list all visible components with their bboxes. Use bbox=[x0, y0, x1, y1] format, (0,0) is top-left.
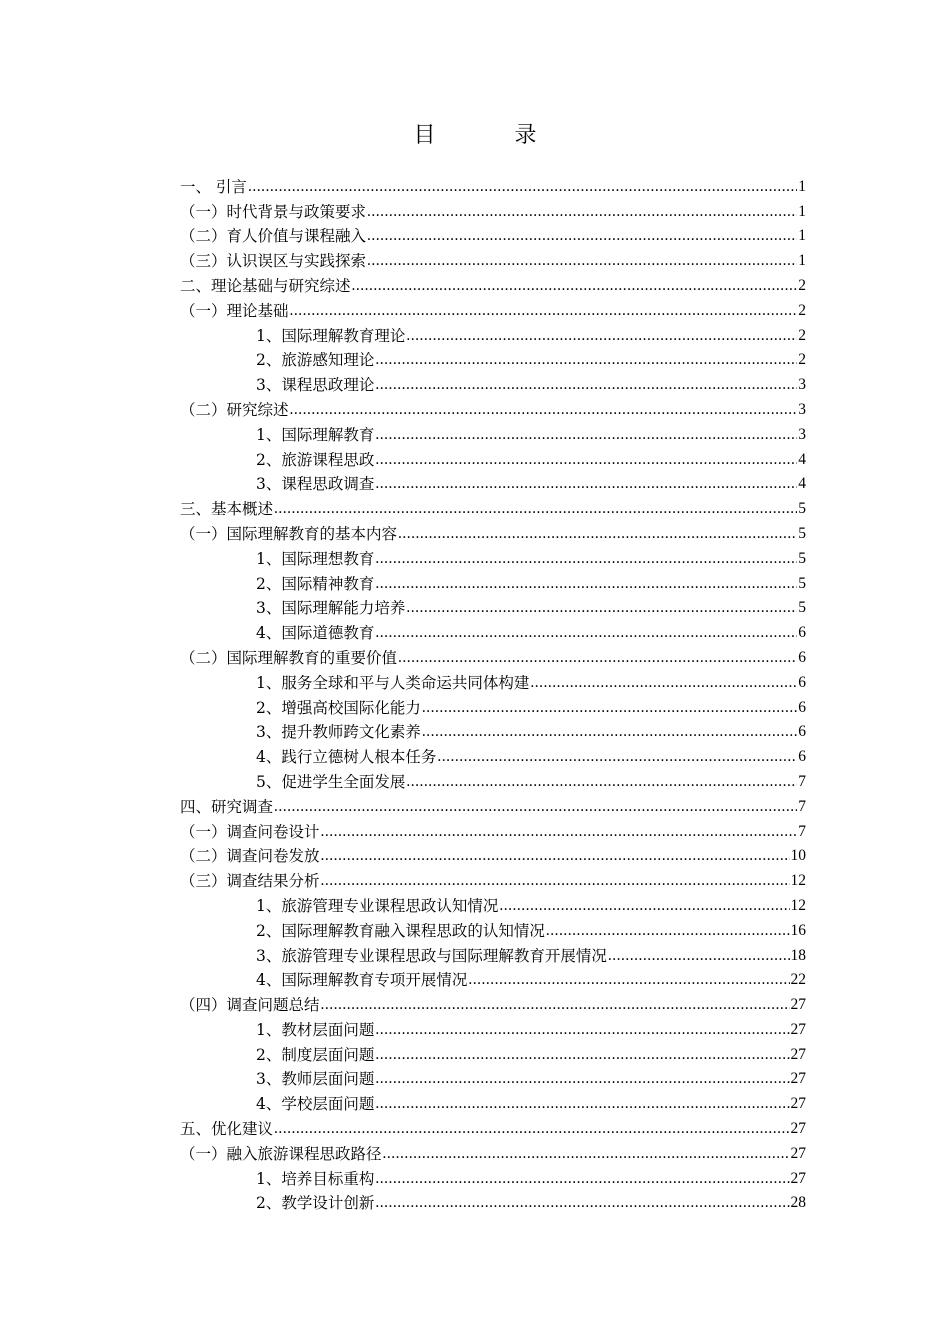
toc-entry-page: 22 bbox=[790, 971, 806, 989]
toc-leader-dots bbox=[375, 1094, 789, 1114]
toc-leader-dots bbox=[321, 846, 790, 866]
toc-entry-page: 27 bbox=[790, 1020, 806, 1038]
toc-leader-dots bbox=[375, 474, 797, 494]
toc-entry-label: 1、国际理想教育 bbox=[256, 549, 375, 568]
toc-entry[interactable] bbox=[180, 569, 806, 594]
toc-leader-dots bbox=[375, 1020, 789, 1040]
toc-entry-label: 1、服务全球和平与人类命运共同体构建 bbox=[256, 673, 530, 692]
toc-entry-label: 4、国际道德教育 bbox=[256, 624, 375, 643]
toc-entry[interactable] bbox=[180, 866, 806, 891]
toc-leader-dots bbox=[321, 871, 790, 891]
toc-leader-dots bbox=[321, 822, 798, 842]
toc-entry-label: 四、研究调查 bbox=[180, 797, 274, 816]
toc-entry[interactable] bbox=[180, 594, 806, 619]
toc-entry-label: 4、践行立德树人根本任务 bbox=[256, 748, 437, 767]
toc-entry[interactable] bbox=[180, 197, 806, 222]
toc-entry[interactable] bbox=[180, 1164, 806, 1189]
toc-entry-page: 2 bbox=[798, 276, 806, 294]
toc-entry-page: 27 bbox=[790, 1169, 806, 1187]
toc-entry[interactable] bbox=[180, 718, 806, 743]
toc-entry[interactable] bbox=[180, 842, 806, 867]
toc-entry[interactable] bbox=[180, 1114, 806, 1139]
toc-leader-dots bbox=[375, 350, 797, 370]
toc-entry-label: （一）时代背景与政策要求 bbox=[180, 202, 367, 221]
toc-entry-page: 12 bbox=[790, 896, 806, 914]
toc-entry-label: 1、旅游管理专业课程思政认知情况 bbox=[256, 896, 499, 915]
toc-entry-page: 27 bbox=[790, 1045, 806, 1063]
toc-entry-page: 5 bbox=[798, 500, 806, 518]
toc-leader-dots bbox=[375, 574, 797, 594]
toc-leader-dots bbox=[422, 698, 797, 718]
toc-entry-label: （二）育人价值与课程融入 bbox=[180, 227, 367, 246]
toc-entry-page: 3 bbox=[798, 400, 806, 418]
toc-entry-page: 5 bbox=[798, 599, 806, 617]
toc-entry-label: 1、国际理解教育理论 bbox=[256, 326, 406, 345]
toc-entry-label: 2、国际精神教育 bbox=[256, 574, 375, 593]
toc-entry-label: （一）融入旅游课程思政路径 bbox=[180, 1144, 382, 1163]
toc-leader-dots bbox=[274, 797, 797, 817]
toc-entry[interactable] bbox=[180, 891, 806, 916]
toc-entry[interactable] bbox=[180, 1040, 806, 1065]
toc-leader-dots bbox=[530, 673, 797, 693]
toc-entry-page: 2 bbox=[798, 301, 806, 319]
toc-entry[interactable] bbox=[180, 395, 806, 420]
toc-title: 目 录 bbox=[413, 123, 573, 148]
toc-entry-label: （二）研究综述 bbox=[180, 400, 289, 419]
toc-leader-dots bbox=[375, 450, 797, 470]
toc-leader-dots bbox=[437, 747, 797, 767]
toc-leader-dots bbox=[274, 499, 797, 519]
toc-entry[interactable] bbox=[180, 742, 806, 767]
toc-entry[interactable] bbox=[180, 470, 806, 495]
toc-entry-label: 五、优化建议 bbox=[180, 1120, 274, 1139]
toc-leader-dots bbox=[375, 375, 797, 395]
toc-entry-label: 2、教学设计创新 bbox=[256, 1194, 375, 1213]
toc-entry[interactable] bbox=[180, 792, 806, 817]
toc-entry[interactable] bbox=[180, 370, 806, 395]
toc-entry[interactable] bbox=[180, 246, 806, 271]
toc-entry-page: 27 bbox=[790, 1070, 806, 1088]
toc-entry-page: 10 bbox=[790, 847, 806, 865]
toc-leader-dots bbox=[546, 921, 790, 941]
toc-entry-page: 6 bbox=[798, 748, 806, 766]
toc-entry[interactable] bbox=[180, 296, 806, 321]
toc-leader-dots bbox=[375, 549, 797, 569]
toc-entry-page: 1 bbox=[798, 177, 806, 195]
toc-entry[interactable] bbox=[180, 271, 806, 296]
toc-entry-label: 4、国际理解教育专项开展情况 bbox=[256, 971, 468, 990]
toc-leader-dots bbox=[248, 177, 797, 197]
toc-entry-label: （三）认识误区与实践探索 bbox=[180, 252, 367, 271]
toc-entry-page: 16 bbox=[790, 921, 806, 939]
toc-entry-page: 5 bbox=[798, 549, 806, 567]
toc-leader-dots bbox=[274, 1119, 789, 1139]
toc-leader-dots bbox=[406, 772, 797, 792]
toc-entry[interactable] bbox=[180, 172, 806, 197]
toc-entry[interactable] bbox=[180, 519, 806, 544]
toc-entry[interactable] bbox=[180, 693, 806, 718]
toc-entry[interactable] bbox=[180, 916, 806, 941]
toc-entry-page: 7 bbox=[798, 822, 806, 840]
toc-entry[interactable] bbox=[180, 445, 806, 470]
toc-entry-label: （一）理论基础 bbox=[180, 301, 289, 320]
toc-entry-page: 3 bbox=[798, 376, 806, 394]
toc-leader-dots bbox=[321, 995, 790, 1015]
toc-entry-page: 6 bbox=[798, 698, 806, 716]
toc-leader-dots bbox=[375, 623, 797, 643]
toc-entry[interactable] bbox=[180, 321, 806, 346]
toc-entry-page: 28 bbox=[790, 1194, 806, 1212]
table-of-contents bbox=[180, 172, 806, 1213]
toc-entry[interactable] bbox=[180, 494, 806, 519]
toc-entry-label: 2、制度层面问题 bbox=[256, 1045, 375, 1064]
toc-entry[interactable] bbox=[180, 618, 806, 643]
toc-entry-label: （四）调查问题总结 bbox=[180, 996, 320, 1015]
toc-leader-dots bbox=[352, 276, 798, 296]
toc-leader-dots bbox=[367, 202, 797, 222]
toc-entry-page: 4 bbox=[798, 475, 806, 493]
toc-entry[interactable] bbox=[180, 1089, 806, 1114]
toc-entry-page: 12 bbox=[790, 872, 806, 890]
toc-entry[interactable] bbox=[180, 544, 806, 569]
toc-entry-label: （一）调查问卷设计 bbox=[180, 822, 320, 841]
toc-entry-page: 18 bbox=[790, 946, 806, 964]
toc-entry-label: 2、旅游课程思政 bbox=[256, 450, 375, 469]
toc-entry-label: 2、国际理解教育融入课程思政的认知情况 bbox=[256, 921, 545, 940]
toc-entry[interactable] bbox=[180, 420, 806, 445]
toc-entry[interactable] bbox=[180, 941, 806, 966]
toc-leader-dots bbox=[608, 946, 790, 966]
toc-leader-dots bbox=[398, 524, 797, 544]
toc-leader-dots bbox=[375, 425, 797, 445]
toc-entry-label: 二、理论基础与研究综述 bbox=[180, 276, 351, 295]
toc-entry[interactable] bbox=[180, 1015, 806, 1040]
toc-entry-label: （二）国际理解教育的重要价值 bbox=[180, 648, 398, 667]
toc-entry-label: 3、课程思政理论 bbox=[256, 376, 375, 395]
toc-entry-label: 4、学校层面问题 bbox=[256, 1095, 375, 1114]
toc-entry-page: 2 bbox=[798, 351, 806, 369]
toc-entry-label: 1、培养目标重构 bbox=[256, 1169, 375, 1188]
toc-leader-dots bbox=[406, 326, 797, 346]
toc-leader-dots bbox=[422, 722, 797, 742]
toc-entry-label: 一、 引言 bbox=[180, 177, 247, 196]
toc-entry-page: 27 bbox=[790, 1095, 806, 1113]
toc-entry-page: 27 bbox=[790, 1120, 806, 1138]
toc-leader-dots bbox=[290, 301, 798, 321]
toc-entry-page: 3 bbox=[798, 425, 806, 443]
toc-leader-dots bbox=[367, 251, 797, 271]
toc-entry-page: 27 bbox=[790, 996, 806, 1014]
toc-entry-label: 2、增强高校国际化能力 bbox=[256, 698, 421, 717]
toc-entry-label: 3、课程思政调查 bbox=[256, 475, 375, 494]
toc-leader-dots bbox=[499, 896, 789, 916]
toc-entry[interactable] bbox=[180, 1189, 806, 1214]
toc-leader-dots bbox=[375, 1169, 789, 1189]
toc-entry-label: 三、基本概述 bbox=[180, 500, 274, 519]
toc-entry[interactable] bbox=[180, 643, 806, 668]
toc-entry-page: 1 bbox=[798, 252, 806, 270]
toc-entry[interactable] bbox=[180, 1139, 806, 1164]
toc-entry-page: 1 bbox=[798, 202, 806, 220]
toc-entry-label: （二）调查问卷发放 bbox=[180, 847, 320, 866]
toc-entry-page: 5 bbox=[798, 524, 806, 542]
toc-entry[interactable] bbox=[180, 1065, 806, 1090]
toc-entry-label: （三）调查结果分析 bbox=[180, 872, 320, 891]
toc-entry[interactable] bbox=[180, 767, 806, 792]
toc-entry[interactable] bbox=[180, 966, 806, 991]
toc-entry-page: 6 bbox=[798, 723, 806, 741]
toc-entry[interactable] bbox=[180, 668, 806, 693]
toc-entry-page: 7 bbox=[798, 797, 806, 815]
toc-leader-dots bbox=[375, 1069, 789, 1089]
toc-entry-label: 3、旅游管理专业课程思政与国际理解教育开展情况 bbox=[256, 946, 607, 965]
toc-leader-dots bbox=[398, 648, 797, 668]
toc-entry-label: 1、教材层面问题 bbox=[256, 1020, 375, 1039]
toc-entry-page: 2 bbox=[798, 326, 806, 344]
toc-entry-page: 1 bbox=[798, 227, 806, 245]
toc-entry-label: 5、促进学生全面发展 bbox=[256, 772, 406, 791]
toc-entry-page: 6 bbox=[798, 673, 806, 691]
toc-entry-label: 2、旅游感知理论 bbox=[256, 351, 375, 370]
toc-entry-page: 6 bbox=[798, 648, 806, 666]
toc-entry-page: 6 bbox=[798, 624, 806, 642]
toc-entry[interactable] bbox=[180, 222, 806, 247]
toc-leader-dots bbox=[468, 970, 789, 990]
toc-entry-label: 3、提升教师跨文化素养 bbox=[256, 723, 421, 742]
toc-entry-page: 7 bbox=[798, 772, 806, 790]
toc-leader-dots bbox=[406, 598, 797, 618]
toc-leader-dots bbox=[375, 1193, 789, 1213]
toc-leader-dots bbox=[383, 1144, 790, 1164]
toc-entry-page: 5 bbox=[798, 574, 806, 592]
toc-leader-dots bbox=[290, 400, 798, 420]
toc-entry-page: 4 bbox=[798, 450, 806, 468]
toc-entry-label: 1、国际理解教育 bbox=[256, 425, 375, 444]
toc-entry-label: 3、国际理解能力培养 bbox=[256, 599, 406, 618]
toc-leader-dots bbox=[367, 226, 797, 246]
toc-entry-page: 27 bbox=[790, 1144, 806, 1162]
toc-entry-label: （一）国际理解教育的基本内容 bbox=[180, 524, 398, 543]
toc-entry-label: 3、教师层面问题 bbox=[256, 1070, 375, 1089]
toc-entry[interactable] bbox=[180, 990, 806, 1015]
toc-entry[interactable] bbox=[180, 346, 806, 371]
toc-entry[interactable] bbox=[180, 817, 806, 842]
toc-leader-dots bbox=[375, 1045, 789, 1065]
